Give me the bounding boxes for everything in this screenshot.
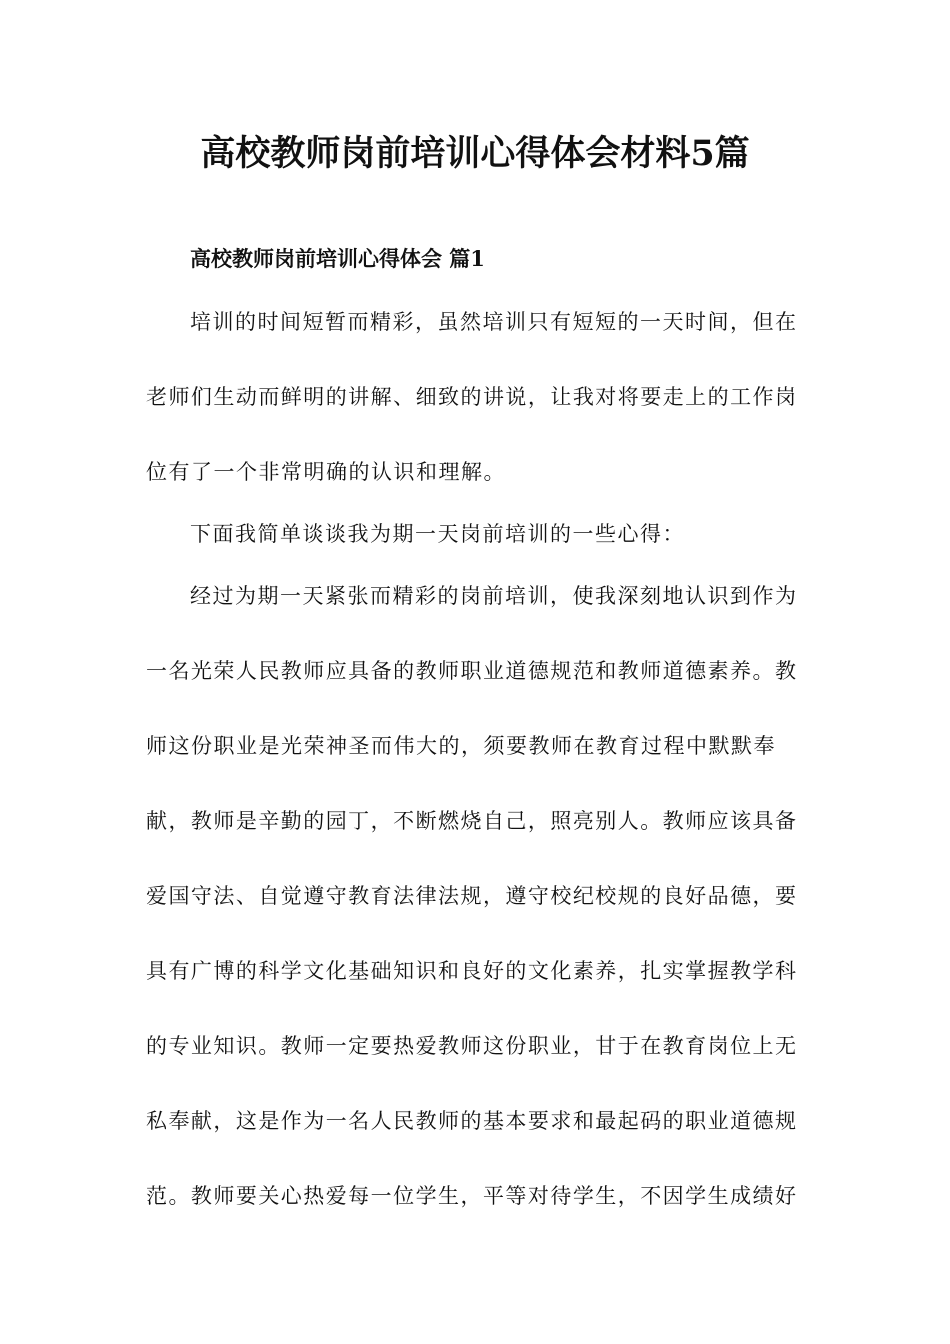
paragraph-line: 位有了一个非常明确的认识和理解。 — [146, 460, 506, 484]
paragraph-line: 经过为期一天紧张而精彩的岗前培训，使我深刻地认识到作为 — [190, 584, 796, 608]
paragraph-line: 范。教师要关心热爱每一位学生，平等对待学生，不因学生成绩好 — [146, 1184, 796, 1208]
paragraph-line: 献，教师是辛勤的园丁，不断燃烧自己，照亮别人。教师应该具备 — [146, 809, 796, 833]
paragraph-line: 一名光荣人民教师应具备的教师职业道德规范和教师道德素养。教 — [146, 659, 796, 683]
paragraph-line: 培训的时间短暂而精彩，虽然培训只有短短的一天时间，但在 — [190, 310, 796, 334]
paragraph-line: 具有广博的科学文化基础知识和良好的文化素养，扎实掌握教学科 — [146, 959, 796, 983]
paragraph-line: 私奉献，这是作为一名人民教师的基本要求和最起码的职业道德规 — [146, 1109, 796, 1133]
document-title: 高校教师岗前培训心得体会材料5篇 — [200, 133, 750, 174]
paragraph-line: 下面我简单谈谈我为期一天岗前培训的一些心得： — [190, 522, 685, 546]
paragraph-line: 的专业知识。教师一定要热爱教师这份职业，甘于在教育岗位上无 — [146, 1034, 796, 1058]
section-heading: 高校教师岗前培训心得体会 篇1 — [190, 246, 485, 271]
paragraph-line: 师这份职业是光荣神圣而伟大的，须要教师在教育过程中默默奉 — [146, 734, 776, 758]
paragraph-line: 爱国守法、自觉遵守教育法律法规，遵守校纪校规的良好品德，要 — [146, 884, 796, 908]
paragraph-line: 老师们生动而鲜明的讲解、细致的讲说，让我对将要走上的工作岗 — [146, 385, 796, 409]
